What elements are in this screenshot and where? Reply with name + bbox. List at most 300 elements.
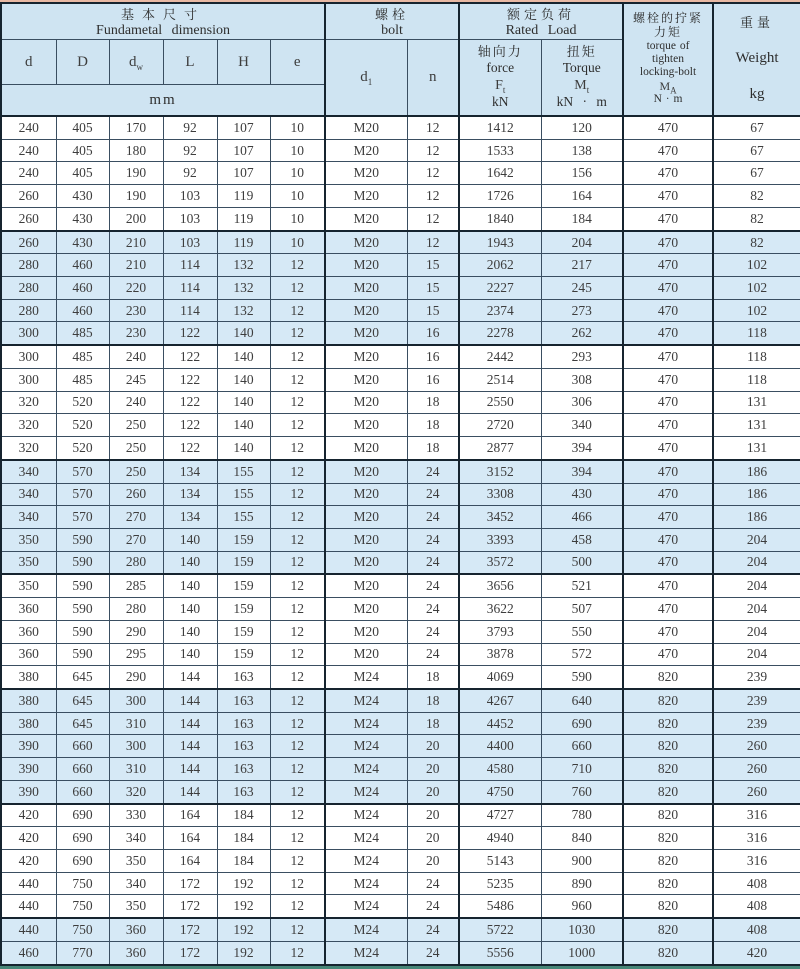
force-symbol: $F_t$	[495, 77, 506, 95]
cell: 350	[109, 895, 163, 918]
cell: 163	[217, 712, 270, 735]
cell: 3452	[459, 506, 541, 529]
cell: 119	[217, 207, 270, 230]
cell: 394	[541, 436, 623, 459]
cell: 380	[1, 712, 56, 735]
cell: 316	[713, 804, 800, 827]
cell: 184	[217, 804, 270, 827]
cell: 159	[217, 528, 270, 551]
cell: 280	[1, 299, 56, 322]
cell: 24	[407, 483, 459, 506]
cell: 1000	[541, 941, 623, 965]
cell: 645	[56, 712, 109, 735]
cell: 122	[163, 322, 217, 345]
cell: 140	[163, 620, 217, 643]
cell: 24	[407, 460, 459, 483]
cell: M24	[325, 872, 407, 895]
cell: M20	[325, 185, 407, 208]
cell: 119	[217, 231, 270, 254]
rated-load-zh: 额定负荷	[507, 7, 576, 22]
col-d: d	[1, 40, 56, 85]
cell: 12	[407, 162, 459, 185]
rated-load-en: Rated Load	[505, 23, 577, 38]
cell: M20	[325, 322, 407, 345]
table-row	[1, 780, 800, 803]
cell: 190	[109, 185, 163, 208]
cell: 239	[713, 666, 800, 689]
cell: M20	[325, 436, 407, 459]
cell: 163	[217, 666, 270, 689]
cell: 24	[407, 643, 459, 666]
cell: 320	[1, 414, 56, 437]
cell: 1412	[459, 116, 541, 139]
cell: 217	[541, 254, 623, 277]
cell: 3572	[459, 551, 541, 574]
cell: 16	[407, 369, 459, 392]
cell: 1030	[541, 918, 623, 941]
cell: 20	[407, 850, 459, 873]
cell: 103	[163, 207, 217, 230]
cell: 470	[623, 299, 713, 322]
cell: M24	[325, 758, 407, 781]
cell: 172	[163, 918, 217, 941]
cell: 430	[56, 207, 109, 230]
cell: 210	[109, 231, 163, 254]
cell: 5722	[459, 918, 541, 941]
col-D: D	[56, 40, 109, 85]
cell: 12	[270, 277, 325, 300]
cell: 220	[109, 277, 163, 300]
cell: 470	[623, 528, 713, 551]
cell: 521	[541, 574, 623, 597]
cell: 4580	[459, 758, 541, 781]
col-L: L	[163, 40, 217, 85]
cell: 420	[1, 827, 56, 850]
cell: 3308	[459, 483, 541, 506]
cell: 660	[56, 780, 109, 803]
cell: 5143	[459, 850, 541, 873]
cell: 12	[270, 574, 325, 597]
cell: 140	[217, 414, 270, 437]
basic-dimension-en: Fundametal dimension	[96, 23, 230, 38]
table-row	[1, 941, 800, 965]
cell: 144	[163, 780, 217, 803]
cell: 15	[407, 254, 459, 277]
cell: M20	[325, 414, 407, 437]
cell: 186	[713, 460, 800, 483]
cell: 240	[1, 162, 56, 185]
cell: 18	[407, 712, 459, 735]
cell: 138	[541, 139, 623, 162]
cell: 12	[270, 528, 325, 551]
force-en: force	[486, 60, 515, 75]
cell: 250	[109, 460, 163, 483]
cell: 550	[541, 620, 623, 643]
torque-symbol: $M_t$	[574, 77, 590, 95]
cell: 92	[163, 139, 217, 162]
cell: 132	[217, 299, 270, 322]
cell: 340	[1, 506, 56, 529]
cell: 440	[1, 872, 56, 895]
cell: 750	[56, 872, 109, 895]
cell: 12	[270, 666, 325, 689]
cell: 172	[163, 941, 217, 965]
cell: 24	[407, 551, 459, 574]
cell: 10	[270, 162, 325, 185]
table-row	[1, 620, 800, 643]
cell: 273	[541, 299, 623, 322]
cell: 12	[270, 460, 325, 483]
col-dw: $d_w$	[109, 40, 163, 85]
cell: 12	[270, 643, 325, 666]
cell: 144	[163, 758, 217, 781]
cell: 18	[407, 436, 459, 459]
cell: 408	[713, 872, 800, 895]
cell: 340	[109, 872, 163, 895]
table-row	[1, 895, 800, 918]
cell: 820	[623, 666, 713, 689]
cell: 300	[1, 369, 56, 392]
cell: 470	[623, 551, 713, 574]
weight-zh: 重量	[740, 15, 775, 30]
cell: 290	[109, 666, 163, 689]
cell: 192	[217, 895, 270, 918]
cell: 10	[270, 116, 325, 139]
cell: 12	[270, 918, 325, 941]
cell: M20	[325, 460, 407, 483]
cell: M20	[325, 391, 407, 414]
cell: 131	[713, 436, 800, 459]
cell: 204	[713, 551, 800, 574]
cell: 210	[109, 254, 163, 277]
cell: 300	[1, 345, 56, 368]
cell: 420	[1, 804, 56, 827]
cell: M20	[325, 139, 407, 162]
cell: 262	[541, 322, 623, 345]
table-row	[1, 231, 800, 254]
cell: 204	[713, 643, 800, 666]
header-bolt	[325, 3, 459, 40]
cell: 408	[713, 895, 800, 918]
torque-unit: kN · m	[556, 94, 607, 110]
cell: 239	[713, 689, 800, 712]
cell: 163	[217, 689, 270, 712]
table-row	[1, 436, 800, 459]
cell: 420	[1, 850, 56, 873]
cell: M20	[325, 643, 407, 666]
cell: 164	[541, 185, 623, 208]
cell: 18	[407, 414, 459, 437]
cell: 12	[270, 804, 325, 827]
cell: 140	[163, 528, 217, 551]
cell: 300	[109, 689, 163, 712]
table-row	[1, 804, 800, 827]
cell: 180	[109, 139, 163, 162]
basic-dimension-zh: 基本尺寸	[120, 7, 205, 22]
cell: 20	[407, 827, 459, 850]
cell: 102	[713, 254, 800, 277]
cell: 12	[270, 872, 325, 895]
cell: 520	[56, 414, 109, 437]
cell: 470	[623, 207, 713, 230]
cell: 645	[56, 689, 109, 712]
table-row	[1, 872, 800, 895]
cell: 67	[713, 162, 800, 185]
cell: 3878	[459, 643, 541, 666]
cell: 820	[623, 735, 713, 758]
cell: M20	[325, 528, 407, 551]
table-row	[1, 139, 800, 162]
cell: 114	[163, 299, 217, 322]
cell: 16	[407, 322, 459, 345]
table-row	[1, 735, 800, 758]
cell: 2442	[459, 345, 541, 368]
cell: 820	[623, 872, 713, 895]
cell: 820	[623, 827, 713, 850]
cell: M24	[325, 804, 407, 827]
cell: 390	[1, 780, 56, 803]
cell: 12	[270, 483, 325, 506]
table-row	[1, 185, 800, 208]
cell: 640	[541, 689, 623, 712]
cell: 82	[713, 207, 800, 230]
cell: 163	[217, 758, 270, 781]
cell: 280	[1, 277, 56, 300]
cell: 172	[163, 872, 217, 895]
weight-en: Weight	[735, 50, 779, 66]
cell: 470	[623, 643, 713, 666]
cell: 507	[541, 598, 623, 621]
locking-zh-2: 力矩	[654, 25, 683, 40]
table-row	[1, 850, 800, 873]
cell: 430	[541, 483, 623, 506]
cell: 572	[541, 643, 623, 666]
cell: 4452	[459, 712, 541, 735]
table-row	[1, 207, 800, 230]
cell: 230	[109, 322, 163, 345]
cell: 204	[713, 528, 800, 551]
cell: 470	[623, 574, 713, 597]
cell: 134	[163, 506, 217, 529]
cell: 570	[56, 506, 109, 529]
cell: 12	[270, 780, 325, 803]
table-row	[1, 528, 800, 551]
cell: M20	[325, 574, 407, 597]
table-row	[1, 598, 800, 621]
table-body	[1, 116, 800, 965]
cell: 470	[623, 116, 713, 139]
cell: 12	[270, 391, 325, 414]
cell: 103	[163, 185, 217, 208]
cell: 750	[56, 918, 109, 941]
cell: 3152	[459, 460, 541, 483]
table-row	[1, 345, 800, 368]
cell: 192	[217, 872, 270, 895]
cell: 440	[1, 918, 56, 941]
cell: 470	[623, 414, 713, 437]
cell: 310	[109, 758, 163, 781]
cell: M20	[325, 254, 407, 277]
cell: 102	[713, 299, 800, 322]
cell: 4400	[459, 735, 541, 758]
cell: 405	[56, 139, 109, 162]
cell: 470	[623, 391, 713, 414]
cell: 12	[270, 436, 325, 459]
cell: 590	[541, 666, 623, 689]
header-rated-load	[459, 3, 623, 40]
cell: 140	[163, 574, 217, 597]
cell: 12	[270, 598, 325, 621]
cell: 140	[217, 391, 270, 414]
cell: M20	[325, 369, 407, 392]
cell: M20	[325, 506, 407, 529]
cell: 245	[541, 277, 623, 300]
cell: 122	[163, 436, 217, 459]
cell: 820	[623, 895, 713, 918]
cell: 12	[270, 506, 325, 529]
cell: 12	[270, 941, 325, 965]
cell: 260	[713, 758, 800, 781]
header-locking-torque	[623, 3, 713, 116]
cell: 820	[623, 850, 713, 873]
cell: 460	[56, 254, 109, 277]
cell: 590	[56, 551, 109, 574]
cell: 420	[713, 941, 800, 965]
cell: 440	[1, 895, 56, 918]
locking-unit: N · m	[653, 93, 683, 106]
col-axial-force	[459, 40, 541, 117]
cell: 590	[56, 528, 109, 551]
cell: 290	[109, 620, 163, 643]
cell: 159	[217, 598, 270, 621]
cell: 900	[541, 850, 623, 873]
cell: 12	[270, 345, 325, 368]
cell: 820	[623, 918, 713, 941]
cell: 122	[163, 391, 217, 414]
cell: 164	[163, 850, 217, 873]
cell: 350	[1, 528, 56, 551]
cell: 250	[109, 436, 163, 459]
cell: 204	[713, 598, 800, 621]
cell: 260	[713, 735, 800, 758]
cell: 16	[407, 345, 459, 368]
cell: 1726	[459, 185, 541, 208]
cell: 144	[163, 735, 217, 758]
cell: 12	[270, 850, 325, 873]
cell: 12	[407, 231, 459, 254]
cell: 260	[1, 231, 56, 254]
cell: 295	[109, 643, 163, 666]
cell: M20	[325, 345, 407, 368]
cell: 660	[56, 735, 109, 758]
cell: 710	[541, 758, 623, 781]
table-header	[1, 3, 800, 116]
cell: 114	[163, 254, 217, 277]
cell: 107	[217, 116, 270, 139]
cell: 470	[623, 322, 713, 345]
cell: 340	[109, 827, 163, 850]
cell: 131	[713, 414, 800, 437]
cell: 2062	[459, 254, 541, 277]
cell: 163	[217, 735, 270, 758]
cell: 470	[623, 369, 713, 392]
cell: 780	[541, 804, 623, 827]
cell: 340	[541, 414, 623, 437]
cell: 394	[541, 460, 623, 483]
cell: 750	[56, 895, 109, 918]
cell: 820	[623, 780, 713, 803]
cell: 430	[56, 185, 109, 208]
cell: 12	[270, 551, 325, 574]
cell: 122	[163, 414, 217, 437]
cell: 3793	[459, 620, 541, 643]
table-row	[1, 322, 800, 345]
cell: 140	[163, 551, 217, 574]
cell: 890	[541, 872, 623, 895]
cell: 250	[109, 414, 163, 437]
cell: M24	[325, 689, 407, 712]
cell: 190	[109, 162, 163, 185]
cell: 230	[109, 299, 163, 322]
cell: 239	[713, 712, 800, 735]
cell: M24	[325, 780, 407, 803]
cell: 20	[407, 758, 459, 781]
table-row	[1, 506, 800, 529]
cell: 67	[713, 116, 800, 139]
cell: 155	[217, 506, 270, 529]
cell: 590	[56, 643, 109, 666]
cell: 280	[109, 551, 163, 574]
cell: 5486	[459, 895, 541, 918]
cell: 92	[163, 162, 217, 185]
table-row	[1, 162, 800, 185]
cell: 760	[541, 780, 623, 803]
header-weight	[713, 3, 800, 116]
cell: 12	[270, 758, 325, 781]
table-row	[1, 277, 800, 300]
cell: 350	[109, 850, 163, 873]
cell: 470	[623, 139, 713, 162]
cell: 360	[109, 941, 163, 965]
cell: 645	[56, 666, 109, 689]
table-row	[1, 643, 800, 666]
cell: 590	[56, 574, 109, 597]
spec-table	[0, 2, 800, 966]
cell: 164	[163, 804, 217, 827]
cell: M24	[325, 827, 407, 850]
cell: 82	[713, 231, 800, 254]
cell: 5235	[459, 872, 541, 895]
locking-en-1: torque of	[646, 39, 690, 52]
cell: 140	[163, 643, 217, 666]
cell: M20	[325, 551, 407, 574]
cell: 144	[163, 689, 217, 712]
cell: 260	[1, 185, 56, 208]
cell: 24	[407, 918, 459, 941]
cell: 770	[56, 941, 109, 965]
cell: 1642	[459, 162, 541, 185]
cell: 820	[623, 712, 713, 735]
cell: 820	[623, 804, 713, 827]
cell: 4727	[459, 804, 541, 827]
cell: 159	[217, 551, 270, 574]
cell: 4940	[459, 827, 541, 850]
cell: 360	[1, 598, 56, 621]
cell: 520	[56, 391, 109, 414]
cell: 144	[163, 712, 217, 735]
table-row	[1, 116, 800, 139]
cell: M20	[325, 116, 407, 139]
